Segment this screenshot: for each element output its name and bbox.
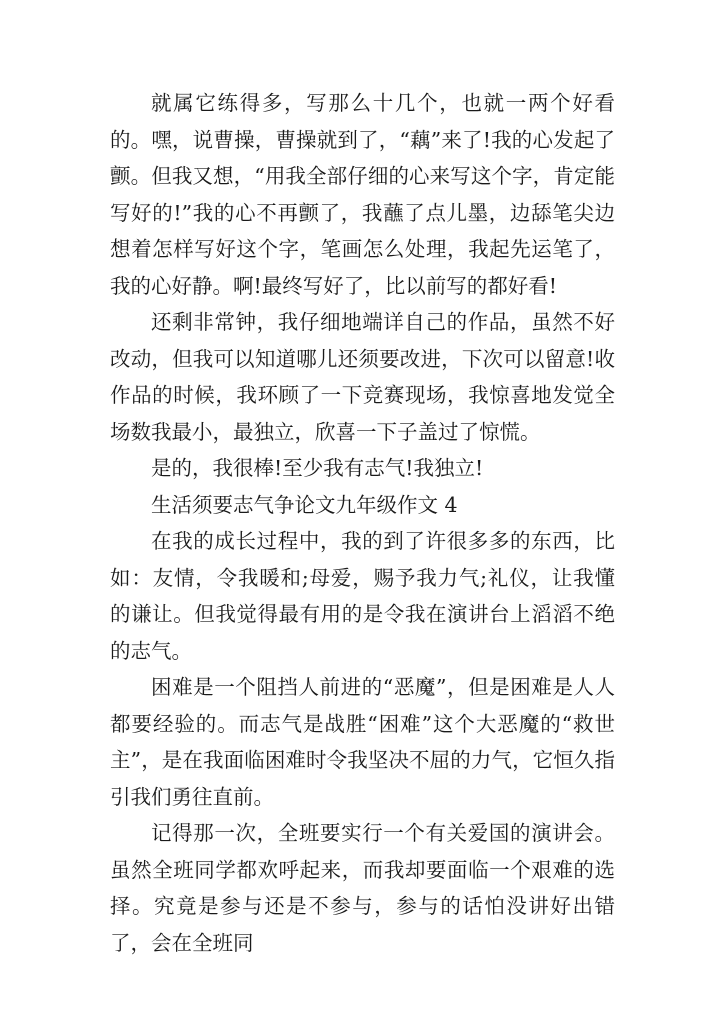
paragraph-3: 是的，我很棒!至少我有志气!我独立! (151, 456, 484, 480)
paragraph-4: 在我的成长过程中，我的到了许很多多的东西，比如：友情，令我暖和;母爱，赐予我力气;礼仪，让我懂的谦让。但我觉得最有用的是令我在演讲台上滔滔不绝的志气。 (110, 529, 615, 663)
paragraph-5: 困难是一个阻挡人前进的“恶魔”，但是困难是人人都要经验的。而志气是战胜“困难”这个大恶魔的“救世主”，是在我面临困难时令我坚决不屈的力气，它恒久指引我们勇往直前。 (110, 675, 615, 809)
paragraph-6: 记得那一次，全班要实行一个有关爱国的演讲会。虽然全班同学都欢呼起来，而我却要面临一个艰难的选择。究竟是参与还是不参与，参与的话怕没讲好出错了，会在全班同 (110, 821, 615, 955)
paragraph-2: 还剩非常钟，我仔细地端详自己的作品，虽然不好改动，但我可以知道哪儿还须要改进，下次可以留意!收作品的时候，我环顾了一下竞赛现场，我惊喜地发觉全场数我最小，最独立，欣喜一下子盖过了惊慌。 (110, 310, 615, 444)
paragraph-1: 就属它练得多，写那么十几个，也就一两个好看的。嘿，说曹操，曹操就到了，“藕”来了!我的心发起了颤。但我又想，“用我全部仔细的心来写这个字，肯定能写好的!”我的心不再颤了，我蘸了点儿墨，边舔笔尖边想着怎样写好这个字，笔画怎么处理，我起先运笔了，我的心好静。啊!最终写好了，比以前写的都好看! (110, 91, 615, 298)
section-heading: 生活须要志气争论文九年级作文 4 (151, 492, 458, 517)
document-body (110, 85, 615, 961)
